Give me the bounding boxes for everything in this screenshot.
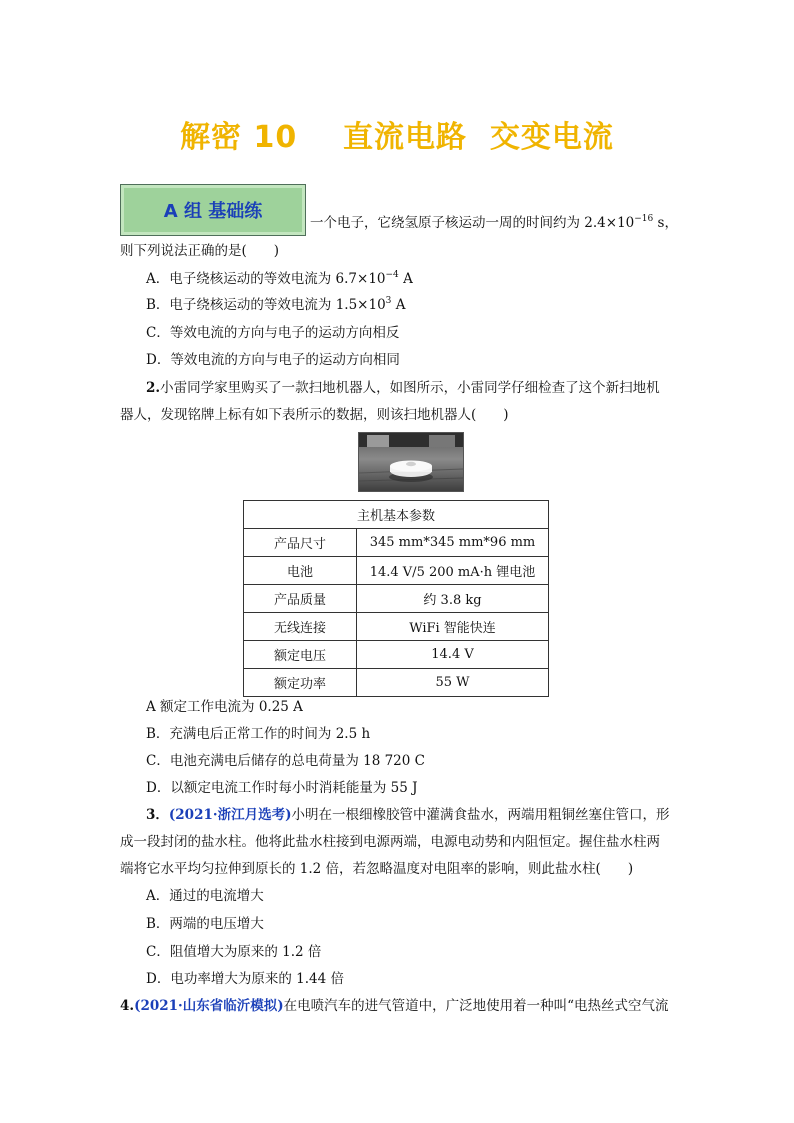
q3-option-b: B．两端的电压增大 <box>146 916 264 932</box>
q2-option-c: C．电池充满电后储存的总电荷量为 18 720 C <box>146 753 425 769</box>
spec-table <box>243 500 549 697</box>
q1-option-c: C．等效电流的方向与电子的运动方向相反 <box>146 325 400 341</box>
q3-source: (2021·浙江月选考) <box>168 807 292 823</box>
spec-value: 14.4 V <box>357 641 549 669</box>
spec-key: 无线连接 <box>244 613 357 641</box>
q3-option-a: A．通过的电流增大 <box>146 888 264 904</box>
table-row <box>244 529 549 557</box>
spec-key: 电池 <box>244 557 357 585</box>
table-row <box>244 613 549 641</box>
q1-stem-line2: 则下列说法正确的是( ) <box>120 243 280 259</box>
q2-option-b: B．充满电后正常工作的时间为 2.5 h <box>146 726 371 742</box>
spec-value: WiFi 智能快连 <box>357 613 549 641</box>
page-title: 解密 10 直流电路 交变电流 <box>180 120 614 155</box>
robot-vacuum-photo <box>358 432 464 492</box>
spec-value: 55 W <box>357 669 549 697</box>
q1-stem-line1: 一个电子，它绕氢原子核运动一周的时间约为 $2.4\times 10^{-16}$ s， <box>310 213 678 231</box>
spec-table-header: 主机基本参数 <box>244 501 549 529</box>
q2-stem-line1: 2.小雷同学家里购买了一款扫地机器人，如图所示，小雷同学仔细检查了这个新扫地机 <box>146 380 660 396</box>
table-row <box>244 585 549 613</box>
q4-source: (2021·山东省临沂模拟) <box>134 998 284 1014</box>
q3-stem-line1: 3．(2021·浙江月选考)小明在一根细橡胶管中灌满食盐水，两端用粗铜丝塞住管口，形 <box>146 807 670 823</box>
q3-stem-line3: 端将它水平均匀拉伸到原长的 1.2 倍，若忽略温度对电阻率的影响，则此盐水柱( ) <box>120 861 634 877</box>
q1-option-d: D．等效电流的方向与电子的运动方向相同 <box>146 352 400 368</box>
q1-option-b: B．电子绕核运动的等效电流为 $1.5\times 10^3$ A <box>146 295 406 313</box>
q1-option-a: A．电子绕核运动的等效电流为 $6.7\times 10^{-4}$ A <box>146 269 413 287</box>
q4-stem-line1: 4.(2021·山东省临沂模拟)在电喷汽车的进气管道中，广泛地使用着一种叫“电热丝式空气流 <box>120 998 669 1014</box>
robot-vacuum-image <box>359 433 463 491</box>
spec-key: 额定电压 <box>244 641 357 669</box>
spec-value: 345 mm*345 mm*96 mm <box>357 529 549 557</box>
spec-value: 约 3.8 kg <box>357 585 549 613</box>
section-badge <box>120 184 306 236</box>
q3-option-d: D．电功率增大为原来的 1.44 倍 <box>146 971 344 987</box>
q2-option-a: A 额定工作电流为 0.25 A <box>146 699 303 715</box>
q3-option-c: C．阻值增大为原来的 1.2 倍 <box>146 944 322 960</box>
table-row <box>244 669 549 697</box>
spec-key: 产品尺寸 <box>244 529 357 557</box>
section-badge-label: A 组 基础练 <box>163 201 263 222</box>
q2-option-d: D．以额定电流工作时每小时消耗能量为 55 J <box>146 780 418 796</box>
q3-stem-line2: 成一段封闭的盐水柱。他将此盐水柱接到电源两端，电源电动势和内阻恒定。握住盐水柱两 <box>120 834 660 850</box>
spec-table-header-row <box>244 501 549 529</box>
table-row <box>244 557 549 585</box>
spec-key: 产品质量 <box>244 585 357 613</box>
spec-value: 14.4 V/5 200 mA·h 锂电池 <box>357 557 549 585</box>
q2-stem-line2: 器人，发现铭牌上标有如下表所示的数据，则该扫地机器人( ) <box>120 407 509 423</box>
table-row <box>244 641 549 669</box>
spec-key: 额定功率 <box>244 669 357 697</box>
